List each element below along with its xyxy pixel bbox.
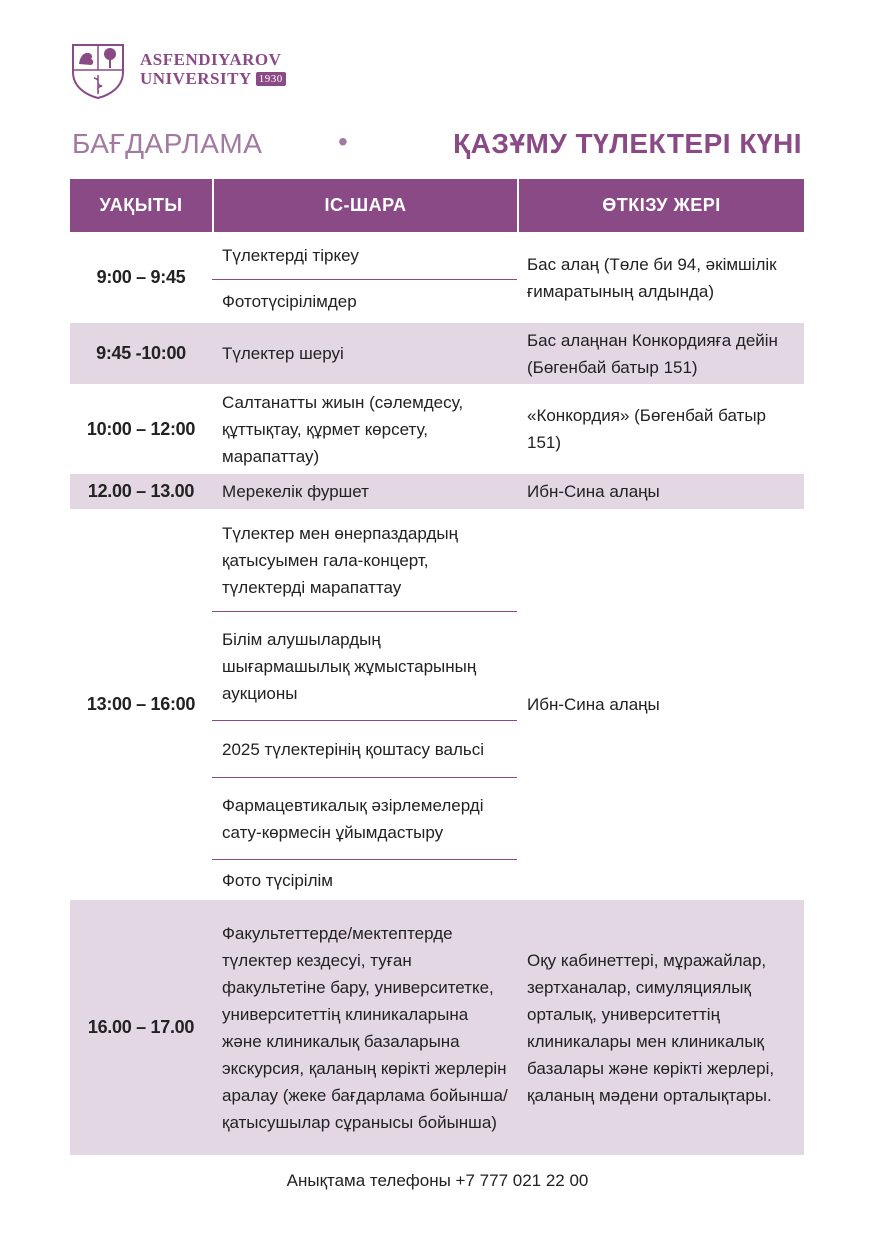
heading-separator: • [338,126,348,157]
logo-line-1: ASFENDIYAROV [140,50,282,69]
activity-item: Фототүсірілімдер [222,292,357,311]
heading-program: БАҒДАРЛАМА [72,128,263,159]
time-cell: 12.00 – 13.00 [87,481,195,501]
venue-cell: Оқу кабинеттері, мұражайлар, зертханалар, симуляциялық орталық, университеттің клиникалары мен клиникалық базалары және көрікті жерлері, қаланың мәдени орталықтары. [527,950,775,1105]
activity-cell [212,509,517,900]
footer-phone: Анықтама телефоны +7 777 021 22 00 [286,1171,589,1190]
activity-cell [212,232,517,323]
university-logo-crest [70,42,130,102]
activity-item: Түлектер мен өнерпаздардың қатысуымен гала-концерт, түлектерді марапаттау [212,509,517,612]
activity-cell [212,384,517,474]
venue-cell: Бас алаңнан Конкордияға дейін (Бөгенбай батыр 151) [527,330,778,377]
activity-cell [212,474,517,509]
activity-item: Түлектерді тіркеу [212,232,517,280]
table-row [70,232,804,323]
venue-cell: Ибн-Сина алаңы [527,482,660,501]
table-row [70,474,804,509]
crest-icon [70,42,126,100]
schedule-table [70,179,804,1155]
logo-line-2-text: UNIVERSITY [140,69,252,88]
time-cell: 13:00 – 16:00 [86,694,196,714]
table-row [70,384,804,474]
logo-line-2 [140,69,286,88]
page-heading [72,126,802,166]
table-header [70,179,804,232]
table-row [70,323,804,384]
activity-item: Фармацевтикалық әзірлемелерді сату-көрмесін ұйымдастыру [212,778,517,860]
time-cell: 10:00 – 12:00 [86,418,196,439]
header-activity: ІС-ШАРА [214,179,519,232]
activity-item: Факультеттерде/мектептерде түлектер кездесуі, туған факультетіне бару, университетке, университеттің клиникаларына және клиникалық базаларына экскурсия, қаланың көрікті жерлерін аралау (жеке бағдарлама бойынша/қатысушылар сұранысы бойынша) [222,923,508,1132]
time-cell: 16.00 – 17.00 [87,1017,195,1037]
activity-item: 2025 түлектерінің қоштасу вальсі [212,721,517,778]
activity-item: Салтанатты жиын (сәлемдесу, құттықтау, құрмет көрсету, марапаттау) [222,392,464,466]
university-name [140,50,286,88]
activity-cell [212,900,517,1155]
venue-cell: Ибн-Сина алаңы [527,695,660,714]
header-venue: ӨТКІЗУ ЖЕРІ [602,195,721,215]
activity-item: Мерекелік фуршет [222,482,369,501]
logo-year-badge: 1930 [256,72,286,86]
activity-item: Түлектер шеруі [222,344,344,363]
heading-event-title: ҚАЗҰМУ ТҮЛЕКТЕРІ КҮНІ [453,128,802,159]
table-row [70,900,804,1155]
time-cell: 9:00 – 9:45 [96,267,186,287]
time-cell: 9:45 -10:00 [96,343,186,363]
venue-cell: «Конкордия» (Бөгенбай батыр 151) [527,406,766,452]
activity-item: Фото түсірілім [222,870,333,890]
activity-cell [212,323,517,384]
header-time: УАҚЫТЫ [70,179,214,232]
venue-cell: Бас алаң (Төле би 94, әкімшілік ғимаратының алдында) [527,254,777,301]
table-row [70,509,804,900]
activity-item: Білім алушылардың шығармашылық жұмыстарының аукционы [212,612,517,721]
